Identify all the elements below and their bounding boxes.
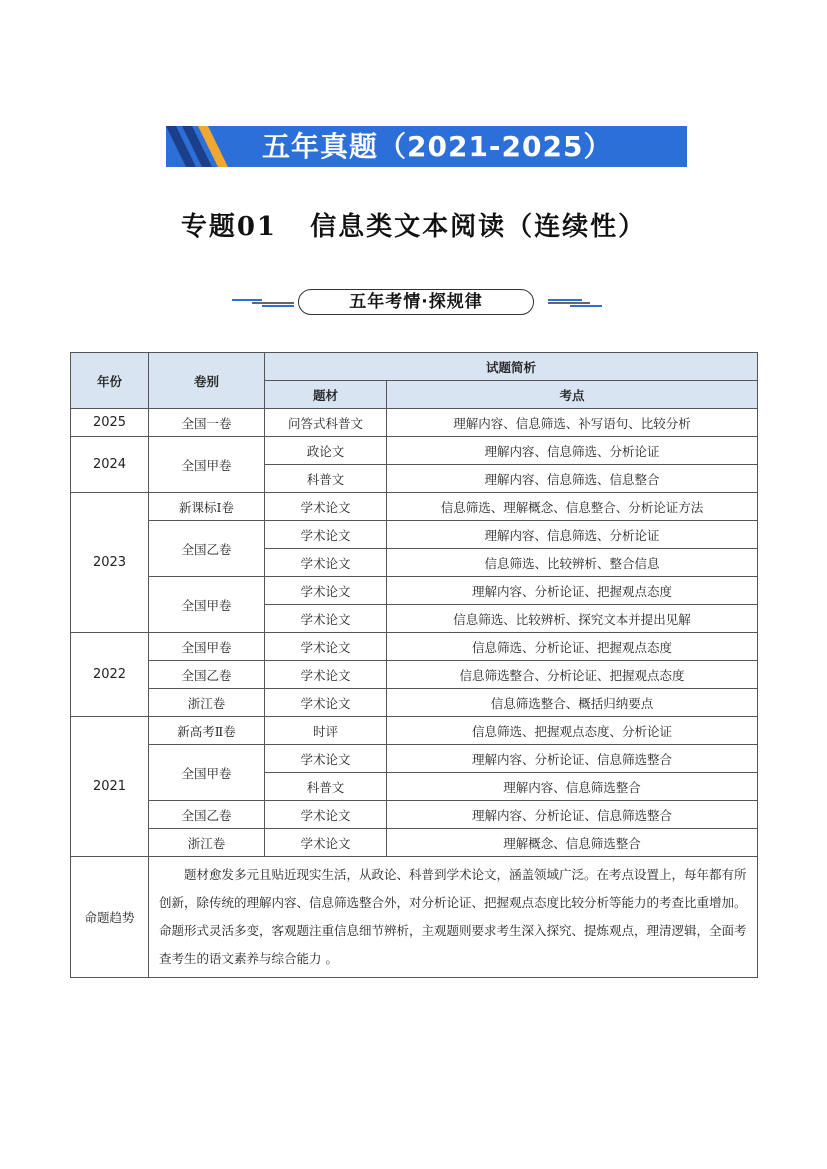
material-cell: 学术论文	[265, 633, 387, 661]
points-cell: 理解内容、分析论证、把握观点态度	[387, 577, 758, 605]
paper-cell: 新课标Ⅰ卷	[149, 493, 265, 521]
material-cell: 问答式科普文	[265, 409, 387, 437]
material-cell: 学术论文	[265, 577, 387, 605]
points-cell: 理解内容、信息筛选、分析论证	[387, 521, 758, 549]
material-cell: 科普文	[265, 773, 387, 801]
points-cell: 理解内容、分析论证、信息筛选整合	[387, 745, 758, 773]
banner	[166, 126, 687, 167]
paper-cell: 全国乙卷	[149, 801, 265, 829]
paper-cell: 新高考Ⅱ卷	[149, 717, 265, 745]
table-row	[71, 829, 758, 857]
year-cell: 2021	[71, 717, 149, 857]
material-cell: 学术论文	[265, 829, 387, 857]
banner-stripes-icon	[166, 126, 246, 167]
table-row	[71, 633, 758, 661]
banner-title: 五年真题（2021-2025）	[262, 130, 613, 163]
year-cell: 2024	[71, 437, 149, 493]
table-row	[71, 689, 758, 717]
paper-cell: 浙江卷	[149, 689, 265, 717]
table-row	[71, 717, 758, 745]
year-cell: 2023	[71, 493, 149, 633]
table-row	[71, 521, 758, 549]
section-heading-label: 五年考情·探规律	[298, 289, 534, 315]
points-cell: 理解内容、信息筛选整合	[387, 773, 758, 801]
header-paper: 卷别	[149, 353, 265, 409]
material-cell: 学术论文	[265, 549, 387, 577]
trend-label: 命题趋势	[71, 857, 149, 978]
material-cell: 时评	[265, 717, 387, 745]
points-cell: 理解内容、分析论证、信息筛选整合	[387, 801, 758, 829]
year-cell: 2022	[71, 633, 149, 717]
table-header-row	[71, 353, 758, 381]
paper-cell: 全国甲卷	[149, 437, 265, 493]
material-cell: 学术论文	[265, 745, 387, 773]
section-heading	[232, 289, 602, 317]
table-row	[71, 409, 758, 437]
points-cell: 信息筛选、把握观点态度、分析论证	[387, 717, 758, 745]
material-cell: 学术论文	[265, 689, 387, 717]
material-cell: 学术论文	[265, 605, 387, 633]
header-analysis: 试题简析	[265, 353, 758, 381]
table-row	[71, 437, 758, 465]
table-row	[71, 493, 758, 521]
paper-cell: 全国甲卷	[149, 745, 265, 801]
points-cell: 信息筛选整合、概括归纳要点	[387, 689, 758, 717]
paper-cell: 浙江卷	[149, 829, 265, 857]
points-cell: 信息筛选、比较辨析、探究文本并提出见解	[387, 605, 758, 633]
page-title: 专题01 信息类文本阅读（连续性）	[180, 212, 647, 242]
exam-analysis-table	[70, 352, 758, 978]
header-material: 题材	[265, 381, 387, 409]
points-cell: 信息筛选整合、分析论证、把握观点态度	[387, 661, 758, 689]
paper-cell: 全国甲卷	[149, 577, 265, 633]
points-cell: 理解内容、信息筛选、补写语句、比较分析	[387, 409, 758, 437]
table-row	[71, 745, 758, 773]
trend-text: 题材愈发多元且贴近现实生活，从政论、科普到学术论文，涵盖领域广泛。在考点设置上，每年都有所创新，除传统的理解内容、信息筛选整合外，对分析论证、把握观点态度比较分析等能力的考查比重增加。命题形式灵活多变，客观题注重信息细节辨析，主观题则要求考生深入探究、提炼观点，理清逻辑，全面考查考生的语文素养与综合能力 。	[149, 857, 758, 978]
material-cell: 政论文	[265, 437, 387, 465]
table-row	[71, 661, 758, 689]
material-cell: 学术论文	[265, 493, 387, 521]
decorative-lines-right-icon	[548, 297, 602, 309]
points-cell: 理解内容、信息筛选、信息整合	[387, 465, 758, 493]
points-cell: 信息筛选、分析论证、把握观点态度	[387, 633, 758, 661]
points-cell: 理解内容、信息筛选、分析论证	[387, 437, 758, 465]
trend-row	[71, 857, 758, 978]
year-cell: 2025	[71, 409, 149, 437]
material-cell: 科普文	[265, 465, 387, 493]
material-cell: 学术论文	[265, 521, 387, 549]
paper-cell: 全国一卷	[149, 409, 265, 437]
paper-cell: 全国乙卷	[149, 521, 265, 577]
paper-cell: 全国甲卷	[149, 633, 265, 661]
points-cell: 信息筛选、比较辨析、整合信息	[387, 549, 758, 577]
material-cell: 学术论文	[265, 661, 387, 689]
header-year: 年份	[71, 353, 149, 409]
table-row	[71, 801, 758, 829]
points-cell: 信息筛选、理解概念、信息整合、分析论证方法	[387, 493, 758, 521]
material-cell: 学术论文	[265, 801, 387, 829]
paper-cell: 全国乙卷	[149, 661, 265, 689]
decorative-lines-left-icon	[232, 297, 294, 309]
header-points: 考点	[387, 381, 758, 409]
points-cell: 理解概念、信息筛选整合	[387, 829, 758, 857]
table-row	[71, 577, 758, 605]
